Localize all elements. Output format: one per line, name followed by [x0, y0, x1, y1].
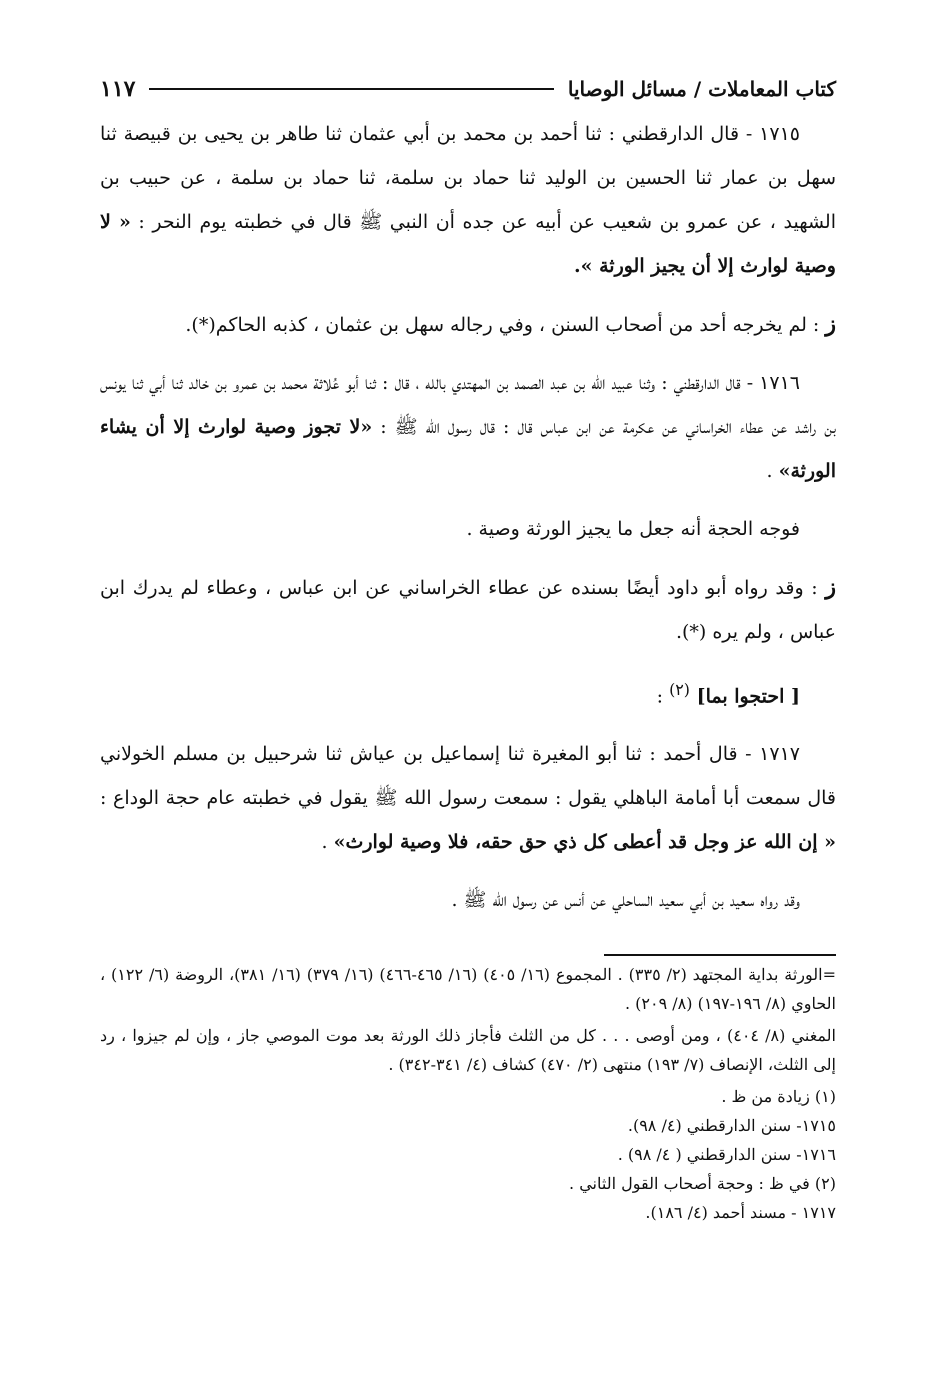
footnotes: [100, 960, 836, 1227]
paragraph-1717: [100, 732, 836, 864]
footnote-separator: [604, 954, 836, 956]
hadith-quote: « إن الله عز وجل قد أعطى كل ذي حق حقه، فلا وصية لوارث»: [333, 831, 836, 854]
paragraph-text: فوجه الحجة أنه جعل ما يجيز الورثة وصية .: [466, 518, 800, 540]
footnote-line: ١٧١٦- سنن الدارقطني ( ٤/ ٩٨) .: [617, 1145, 836, 1164]
section-heading: [ احتجوا بما]: [689, 685, 800, 708]
running-header: [100, 72, 836, 106]
paragraph-text: ١٧١٦ - قال الدارقطني : وثنا عبيد الله بن عبد الصمد بن المهتدي بالله ، قال : ثنا أبو عُلاثة محمد بن عمرو بن خالد ثنا أبي ثنا يونس بن راشد عن عطاء الخراساني عن عكرمة عن ابن عباس قال : قال رسول الله ﷺ :: [100, 372, 836, 438]
editor-symbol: ز: [825, 311, 836, 337]
paragraph-1715: [100, 112, 836, 288]
editor-note-2: [100, 565, 836, 654]
paragraph-tail: .: [321, 831, 334, 854]
footnote-line: ١٧١٥- سنن الدارقطني (٤/ ٩٨).: [627, 1116, 836, 1135]
hadith-quote: « لا وصية لوارث إلا أن يجيز الورثة ».: [100, 211, 836, 277]
header-rule: [149, 88, 553, 90]
paragraph-text: وقد رواه سعيد بن أبي سعيد الساحلي عن أنس عن رسول الله ﷺ .: [451, 889, 800, 912]
main-text: [100, 112, 836, 936]
note-text: : لم يخرجه أحد من أصحاب السنن ، وفي رجاله سهل بن عثمان ، كذبه الحاكم(*).: [185, 314, 826, 336]
footnote-line: (٢) في ظ : وحجة أصحاب القول الثاني .: [569, 1174, 836, 1193]
footnote-line: ١٧١٧ - مسند أحمد (٤/ ١٨٦).: [645, 1203, 836, 1222]
paragraph-wajh: [100, 507, 836, 551]
paragraph-1716: [100, 361, 836, 493]
footnote-line: المغني (٨/ ٤٠٤) ، ومن أوصى . . . كل من الثلث فأجاز ذلك الورثة بعد موت الموصي جاز ، وإن لم جيزوا ، رد إلى الثلث، الإنصاف (٧/ ١٩٣) منتهى (٢/ ٤٧٠) كشاف (٤/ ٣٤١-٣٤٢) .: [100, 1026, 836, 1074]
page-number: ١١٧: [100, 76, 136, 102]
note-text: : وقد رواه أبو داود أيضًا بسنده عن عطاء الخراساني عن ابن عباس ، وعطاء لم يدرك ابن عباس ، ولم يره (*).: [100, 577, 836, 643]
paragraph-text: ١٧١٥ - قال الدارقطني : ثنا أحمد بن محمد بن أبي عثمان ثنا طاهر بن يحيى بن قبيصة ثنا سهل بن عمار ثنا الحسين بن الوليد ثنا حماد بن سلمة، ثنا حماد بن سلمة ، عن حبيب بن الشهيد ، عن عمرو بن شعيب عن أبيه عن جده أن النبي ﷺ قال في خطبته يوم النحر :: [100, 123, 836, 233]
footnote-line: (١) زيادة من ظ .: [721, 1087, 836, 1106]
paragraph-rawah: [100, 878, 836, 922]
paragraph-tail: :: [656, 685, 670, 708]
footnote-ref: (٢): [669, 680, 690, 699]
running-title: كتاب المعاملات / مسائل الوصايا: [567, 77, 836, 101]
paragraph-tail: .: [766, 460, 779, 482]
paragraph-ihtajju: [100, 668, 836, 718]
editor-note-1: [100, 302, 836, 347]
paragraph-text: ١٧١٧ - قال أحمد : ثنا أبو المغيرة ثنا إسماعيل بن عياش ثنا شرحبيل بن مسلم الخولاني قال سمعت أبا أمامة الباهلي يقول : سمعت رسول الله ﷺ يقول في خطبته عام حجة الوداع :: [100, 743, 836, 810]
footnote-line: =الورثة بداية المجتهد (٢/ ٣٣٥) . المجموع (١٦/ ٤٠٥) (١٦/ ٤٦٥-٤٦٦) (١٦/ ٣٧٩) (١٦/ ٣٨١)، الروضة (٦/ ١٢٢) ، الحاوي (٨/ ١٩٦-١٩٧) (٨/ ٢٠٩) .: [100, 965, 837, 1013]
hadith-quote: «لا تجوز وصية لوارث إلا أن يشاء الورثة»: [100, 416, 836, 482]
editor-symbol: ز: [825, 574, 836, 600]
